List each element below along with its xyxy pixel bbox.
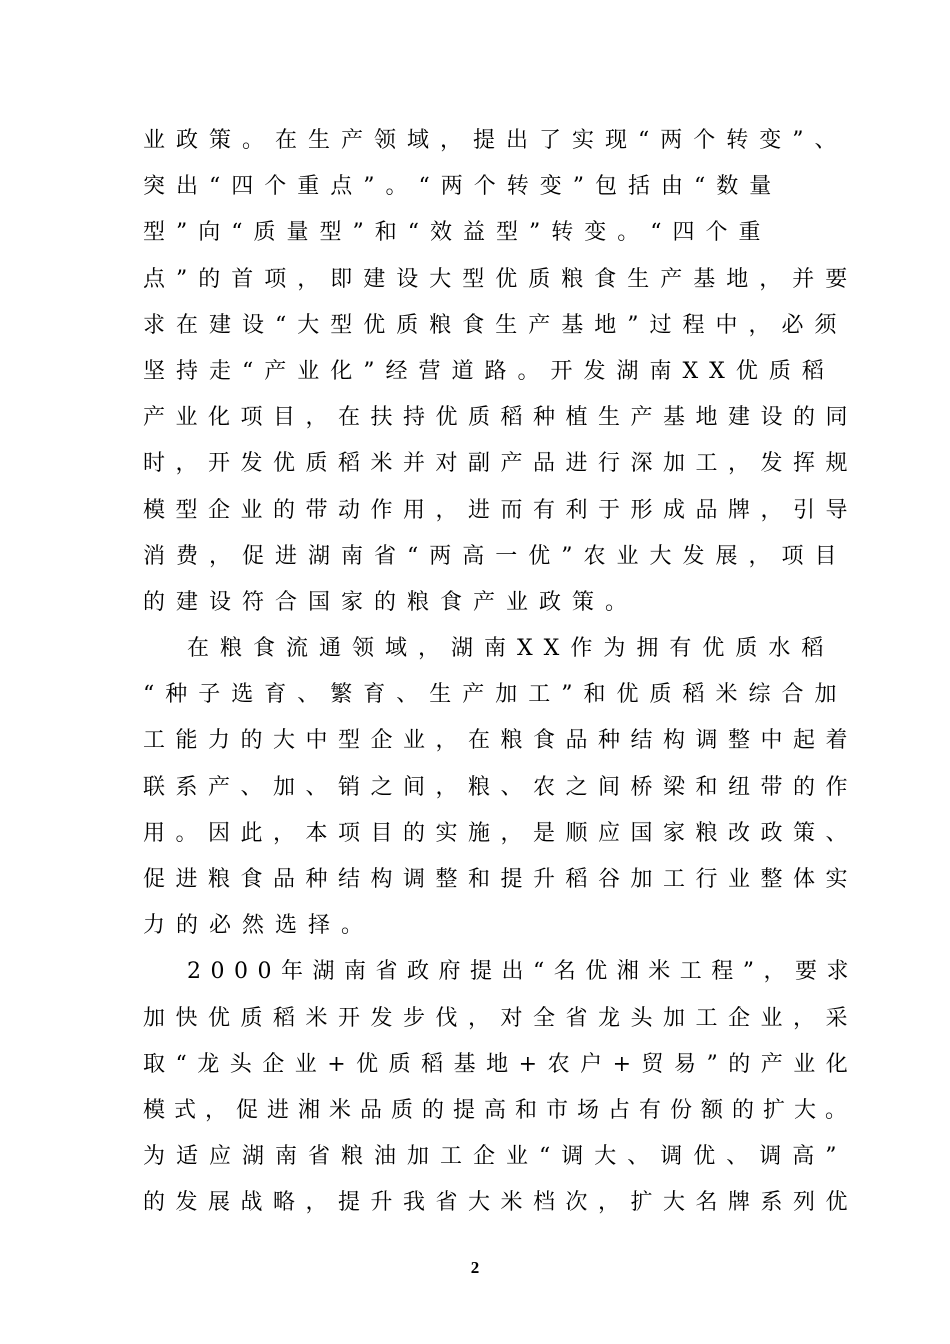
text-line: 点”的首项，即建设大型优质粮食生产基地，并要 [143, 266, 859, 292]
text-line: 模型企业的带动作用，进而有利于形成品牌，引导 [143, 497, 859, 523]
text-line: 型”向“质量型”和“效益型”转变。“四个重 [143, 220, 772, 246]
text-line: 加快优质稻米开发步伐，对全省龙头加工企业，采 [143, 1005, 859, 1031]
text-line: 突出“四个重点”。“两个转变”包括由“数量 [143, 174, 783, 200]
page-number: 2 [470, 1258, 480, 1277]
text-line: 力的必然选择。 [143, 913, 375, 939]
text-line: 用。因此，本项目的实施，是顺应国家粮改政策、 [143, 820, 859, 846]
text-line: 为适应湖南省粮油加工企业“调大、调优、调高” [143, 1144, 848, 1170]
text-line: “种子选育、繁育、生产加工”和优质稻米综合加 [143, 682, 848, 708]
text-line: 的建设符合国家的粮食产业政策。 [143, 589, 639, 615]
paragraph-first-line: 2000年湖南省政府提出“名优湘米工程”，要求 [187, 959, 858, 985]
body-text [143, 118, 859, 1227]
text-line: 的发展战略，提升我省大米档次，扩大名牌系列优 [143, 1190, 859, 1216]
text-line: 模式，促进湘米品质的提高和市场占有份额的扩大。 [143, 1097, 857, 1123]
text-line: 产业化项目，在扶持优质稻种植生产基地建设的同 [143, 405, 859, 431]
text-line: 求在建设“大型优质粮食生产基地”过程中，必须 [143, 312, 848, 338]
text-line: 坚持走“产业化”经营道路。开发湖南XX优质稻 [143, 358, 835, 384]
text-line: 时，开发优质稻米并对副产品进行深加工，发挥规 [143, 451, 859, 477]
text-line: 工能力的大中型企业，在粮食品种结构调整中起着 [143, 728, 859, 754]
text-line: 取“龙头企业+优质稻基地+农户+贸易”的产业化 [143, 1051, 859, 1077]
text-line: 联系产、加、销之间，粮、农之间桥梁和纽带的作 [143, 774, 859, 800]
text-line: 业政策。在生产领域，提出了实现“两个转变”、 [143, 128, 848, 153]
text-line: 促进粮食品种结构调整和提升稻谷加工行业整体实 [143, 867, 859, 892]
text-line: 消费，促进湖南省“两高一优”农业大发展，项目 [143, 543, 848, 569]
paragraph-first-line: 在粮食流通领域，湖南XX作为拥有优质水稻 [187, 636, 835, 662]
